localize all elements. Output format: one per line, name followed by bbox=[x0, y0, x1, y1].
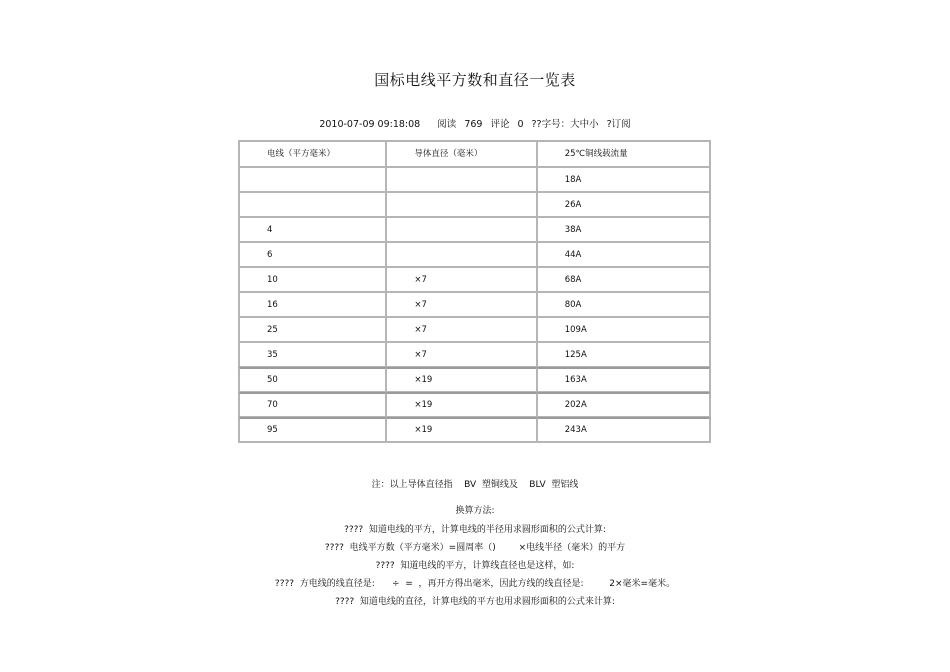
table-row bbox=[239, 267, 710, 292]
method-line: ???? 电线平方数（平方毫米）=圆周率（) ×电线半径（毫米）的平方 bbox=[324, 543, 626, 553]
area-cell: 50 bbox=[239, 367, 386, 392]
area-cell: 35 bbox=[239, 342, 386, 367]
area-cell: 25 bbox=[239, 317, 386, 342]
area-cell: 4 bbox=[239, 217, 386, 242]
diameter-cell bbox=[386, 242, 536, 267]
diameter-cell: ×19 bbox=[386, 367, 536, 392]
diameter-cell: ×7 bbox=[386, 342, 536, 367]
page-title: 国标电线平方数和直径一览表 bbox=[374, 71, 576, 89]
area-cell: 70 bbox=[239, 392, 386, 417]
method-heading: 换算方法: bbox=[455, 506, 495, 516]
subscribe-link[interactable]: ?订阅 bbox=[606, 119, 631, 130]
table-row bbox=[239, 392, 710, 417]
ampacity-cell: 26A bbox=[537, 192, 710, 217]
table-row bbox=[239, 242, 710, 267]
read-label: 阅读 bbox=[437, 119, 457, 130]
method-line: ???? 知道电线的平方，计算线直径也是这样，如: bbox=[375, 561, 575, 571]
table-row bbox=[239, 167, 710, 192]
diameter-cell: ×19 bbox=[386, 417, 536, 442]
diameter-cell: ×7 bbox=[386, 317, 536, 342]
comment-link[interactable]: 评论 bbox=[490, 119, 510, 130]
ampacity-cell: 163A bbox=[537, 367, 710, 392]
table-row bbox=[239, 367, 710, 392]
area-cell: 95 bbox=[239, 417, 386, 442]
ampacity-cell: 125A bbox=[537, 342, 710, 367]
cable-spec-table bbox=[238, 140, 711, 443]
table-row bbox=[239, 292, 710, 317]
table-row bbox=[239, 317, 710, 342]
font-size-switch[interactable]: ??字号：大中小 bbox=[531, 119, 599, 130]
header-cell-diameter: 导体直径（毫米） bbox=[386, 141, 536, 167]
table-header-row bbox=[239, 141, 710, 167]
diameter-cell bbox=[386, 192, 536, 217]
ampacity-cell: 18A bbox=[537, 167, 710, 192]
diameter-cell: ×7 bbox=[386, 292, 536, 317]
header-cell-area: 电线（平方毫米） bbox=[239, 141, 386, 167]
ampacity-cell: 80A bbox=[537, 292, 710, 317]
post-datetime: 2010-07-09 09:18:08 bbox=[319, 119, 421, 130]
diameter-cell bbox=[386, 167, 536, 192]
ampacity-cell: 243A bbox=[537, 417, 710, 442]
header-cell-ampacity: 25℃铜线载流量 bbox=[537, 141, 710, 167]
table-row bbox=[239, 217, 710, 242]
comment-count: 0 bbox=[517, 119, 524, 130]
diameter-cell: ×7 bbox=[386, 267, 536, 292]
ampacity-cell: 202A bbox=[537, 392, 710, 417]
article-meta bbox=[0, 116, 950, 130]
area-cell: 10 bbox=[239, 267, 386, 292]
table-row bbox=[239, 192, 710, 217]
area-cell: 16 bbox=[239, 292, 386, 317]
ampacity-cell: 44A bbox=[537, 242, 710, 267]
area-cell bbox=[239, 192, 386, 217]
diameter-cell: ×19 bbox=[386, 392, 536, 417]
ampacity-cell: 68A bbox=[537, 267, 710, 292]
read-count: 769 bbox=[464, 119, 483, 130]
method-line: ???? 方电线的线直径是: ÷ = ，再开方得出毫米，因此方线的线直径是: 2×毫米=毫米。 bbox=[274, 579, 676, 589]
table-row bbox=[239, 342, 710, 367]
diameter-cell bbox=[386, 217, 536, 242]
area-cell: 6 bbox=[239, 242, 386, 267]
method-line: ???? 知道电线的直径，计算电线的平方也用求圆形面积的公式来计算: bbox=[335, 597, 615, 607]
method-line: ???? 知道电线的平方，计算电线的半径用求圆形面积的公式计算: bbox=[344, 525, 606, 535]
table-row bbox=[239, 417, 710, 442]
ampacity-cell: 109A bbox=[537, 317, 710, 342]
ampacity-cell: 38A bbox=[537, 217, 710, 242]
table-note: 注：以上导体直径指 BV 塑铜线及 BLV 塑铝线 bbox=[371, 480, 579, 490]
area-cell bbox=[239, 167, 386, 192]
